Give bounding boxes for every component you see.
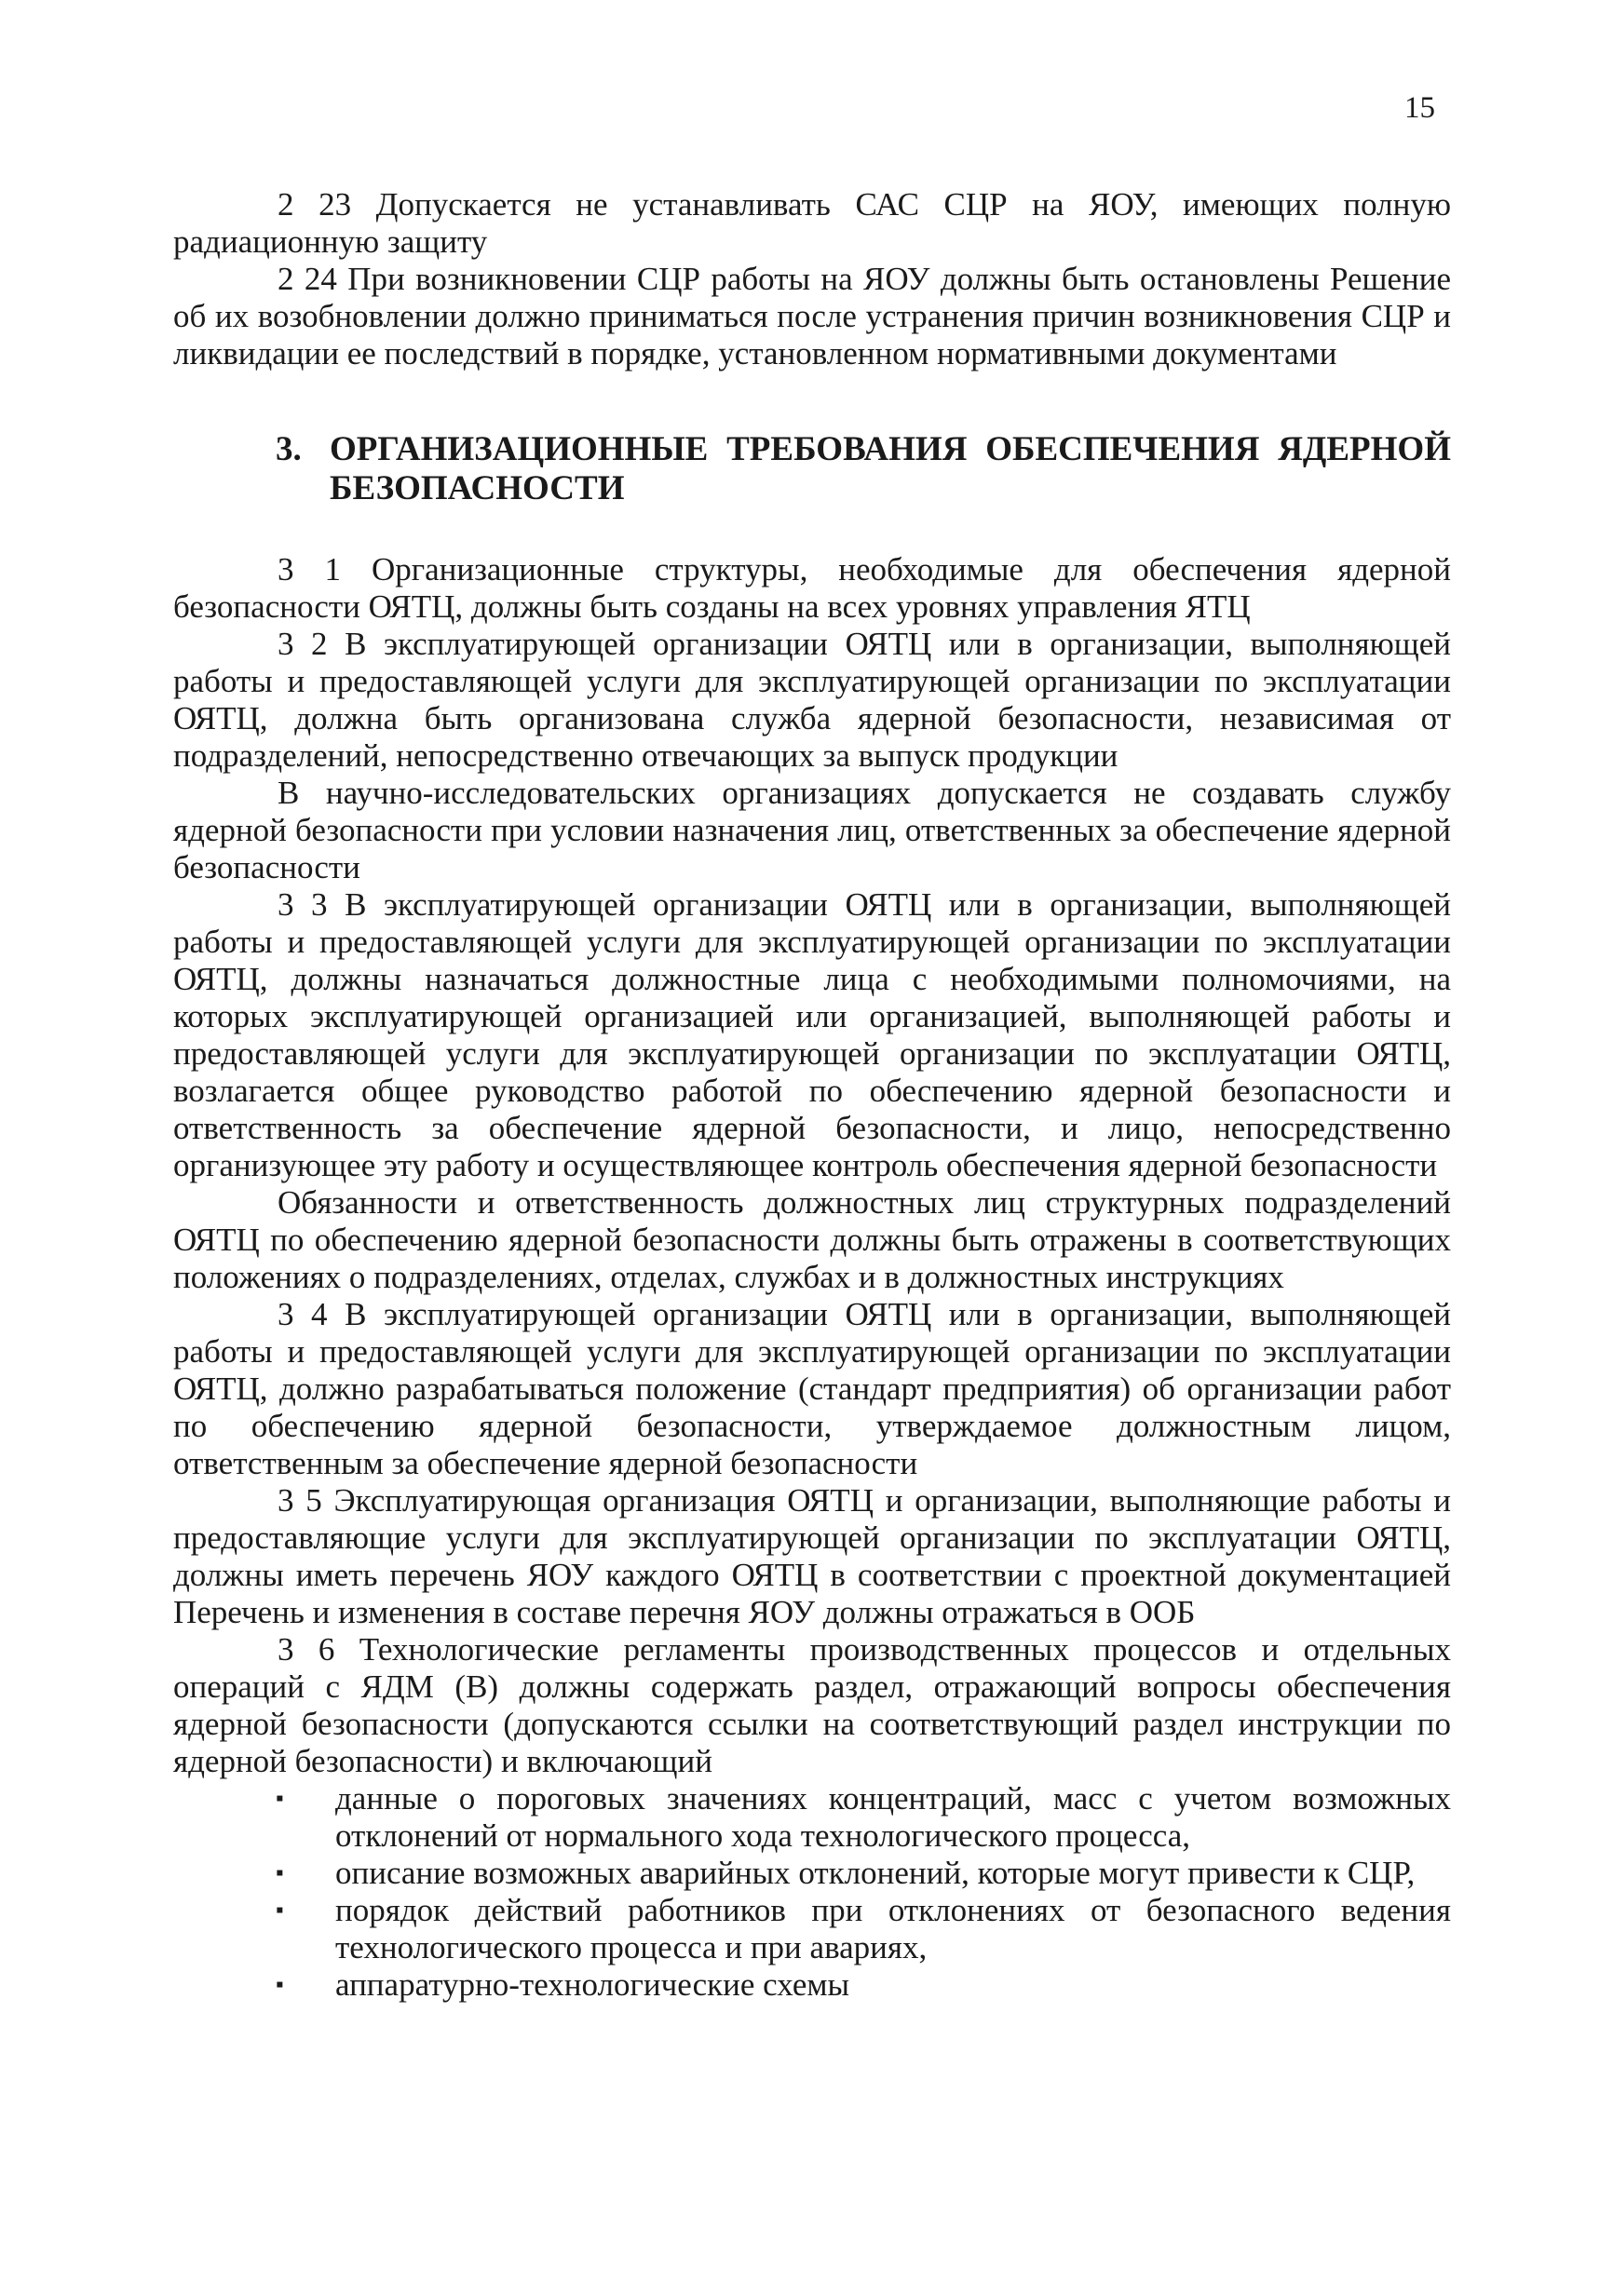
- section-number: 3.: [276, 430, 302, 468]
- paragraph-3-4: 3 4 В эксплуатирующей организации ОЯТЦ или в организации, выполняющей работы и предоставляющей услуги для эксплуатирующей организации по эксплуатации ОЯТЦ, должно разрабатываться положение (стандарт предприятия) об организации работ по обеспечению ядерной безопасности, утверждаемое должностным лицом, ответственным за обеспечение ядерной безопасности: [173, 1296, 1451, 1481]
- bullet-icon: ▪: [276, 1861, 284, 1885]
- paragraph-3-5: 3 5 Эксплуатирующая организация ОЯТЦ и организации, выполняющие работы и предоставляющие услуги для эксплуатирующей организации по эксплуатации ОЯТЦ, должны иметь перечень ЯОУ каждого ОЯТЦ в соответствии с проектной документацией Перечень и изменения в составе перечня ЯОУ должны отражаться в ООБ: [173, 1482, 1451, 1630]
- list-item: [173, 1855, 1451, 1892]
- bullet-icon: ▪: [276, 1973, 284, 1997]
- list-item-text: порядок действий работников при отклонениях от безопасного ведения технологического процесса и при авариях,: [335, 1892, 1451, 1965]
- bullet-list: [173, 1780, 1451, 2004]
- paragraph-3-2: 3 2 В эксплуатирующей организации ОЯТЦ или в организации, выполняющей работы и предоставляющей услуги для эксплуатирующей организации по эксплуатации ОЯТЦ, должна быть организована служба ядерной безопасности, независимая от подразделений, непосредственно отвечающих за выпуск продукции: [173, 626, 1451, 774]
- paragraph-3-6: 3 6 Технологические регламенты производственных процессов и отдельных операций с ЯДМ (В) должны содержать раздел, отражающий вопросы обеспечения ядерной безопасности (допускаются ссылки на соответствующий раздел инструкции по ядерной безопасности) и включающий: [173, 1631, 1451, 1779]
- paragraph-3-3: 3 3 В эксплуатирующей организации ОЯТЦ или в организации, выполняющей работы и предоставляющей услуги для эксплуатирующей организации по эксплуатации ОЯТЦ, должны назначаться должностные лица с необходимыми полномочиями, на которых эксплуатирующей организацией или организацией, выполняющей работы и предоставляющей услуги для эксплуатирующей организации по эксплуатации ОЯТЦ, возлагается общее руководство работой по обеспечению ядерной безопасности и ответственность за обеспечение ядерной безопасности, и лицо, непосредственно организующее эту работу и осуществляющее контроль обеспечения ядерной безопасности: [173, 886, 1451, 1183]
- bullet-icon: ▪: [276, 1787, 284, 1811]
- list-item: [173, 1966, 1451, 2004]
- page-content: [173, 186, 1451, 2004]
- section-heading: [173, 430, 1451, 508]
- paragraph-3-2-note: В научно-исследовательских организациях допускается не создавать службу ядерной безопасности при условии назначения лиц, ответственных за обеспечение ядерной безопасности: [173, 775, 1451, 885]
- list-item-text: описание возможных аварийных отклонений, которые могут привести к СЦР,: [335, 1855, 1416, 1891]
- list-item: [173, 1892, 1451, 1966]
- paragraph-3-3-duties: Обязанности и ответственность должностных лиц структурных подразделений ОЯТЦ по обеспечению ядерной безопасности должны быть отражены в соответствующих положениях о подразделениях, отделах, службах и в должностных инструкциях: [173, 1184, 1451, 1295]
- paragraph-3-1: 3 1 Организационные структуры, необходимые для обеспечения ядерной безопасности ОЯТЦ, должны быть созданы на всех уровнях управления ЯТЦ: [173, 551, 1451, 625]
- list-item-text: аппаратурно-технологические схемы: [335, 1966, 850, 2003]
- page-number: 15: [1404, 91, 1435, 125]
- bullet-icon: ▪: [276, 1898, 284, 1923]
- section-title: ОРГАНИЗАЦИОННЫЕ ТРЕБОВАНИЯ ОБЕСПЕЧЕНИЯ ЯДЕРНОЙ БЕЗОПАСНОСТИ: [330, 430, 1451, 507]
- list-item: [173, 1780, 1451, 1855]
- paragraph-2-23: 2 23 Допускается не устанавливать САС СЦР на ЯОУ, имеющих полную радиационную защиту: [173, 186, 1451, 260]
- list-item-text: данные о пороговых значениях концентраций, масс с учетом возможных отклонений от нормального хода технологического процесса,: [335, 1780, 1451, 1854]
- paragraph-2-24: 2 24 При возникновении СЦР работы на ЯОУ должны быть остановлены Решение об их возобновлении должно приниматься после устранения причин возникновения СЦР и ликвидации ее последствий в порядке, установленном нормативными документами: [173, 261, 1451, 371]
